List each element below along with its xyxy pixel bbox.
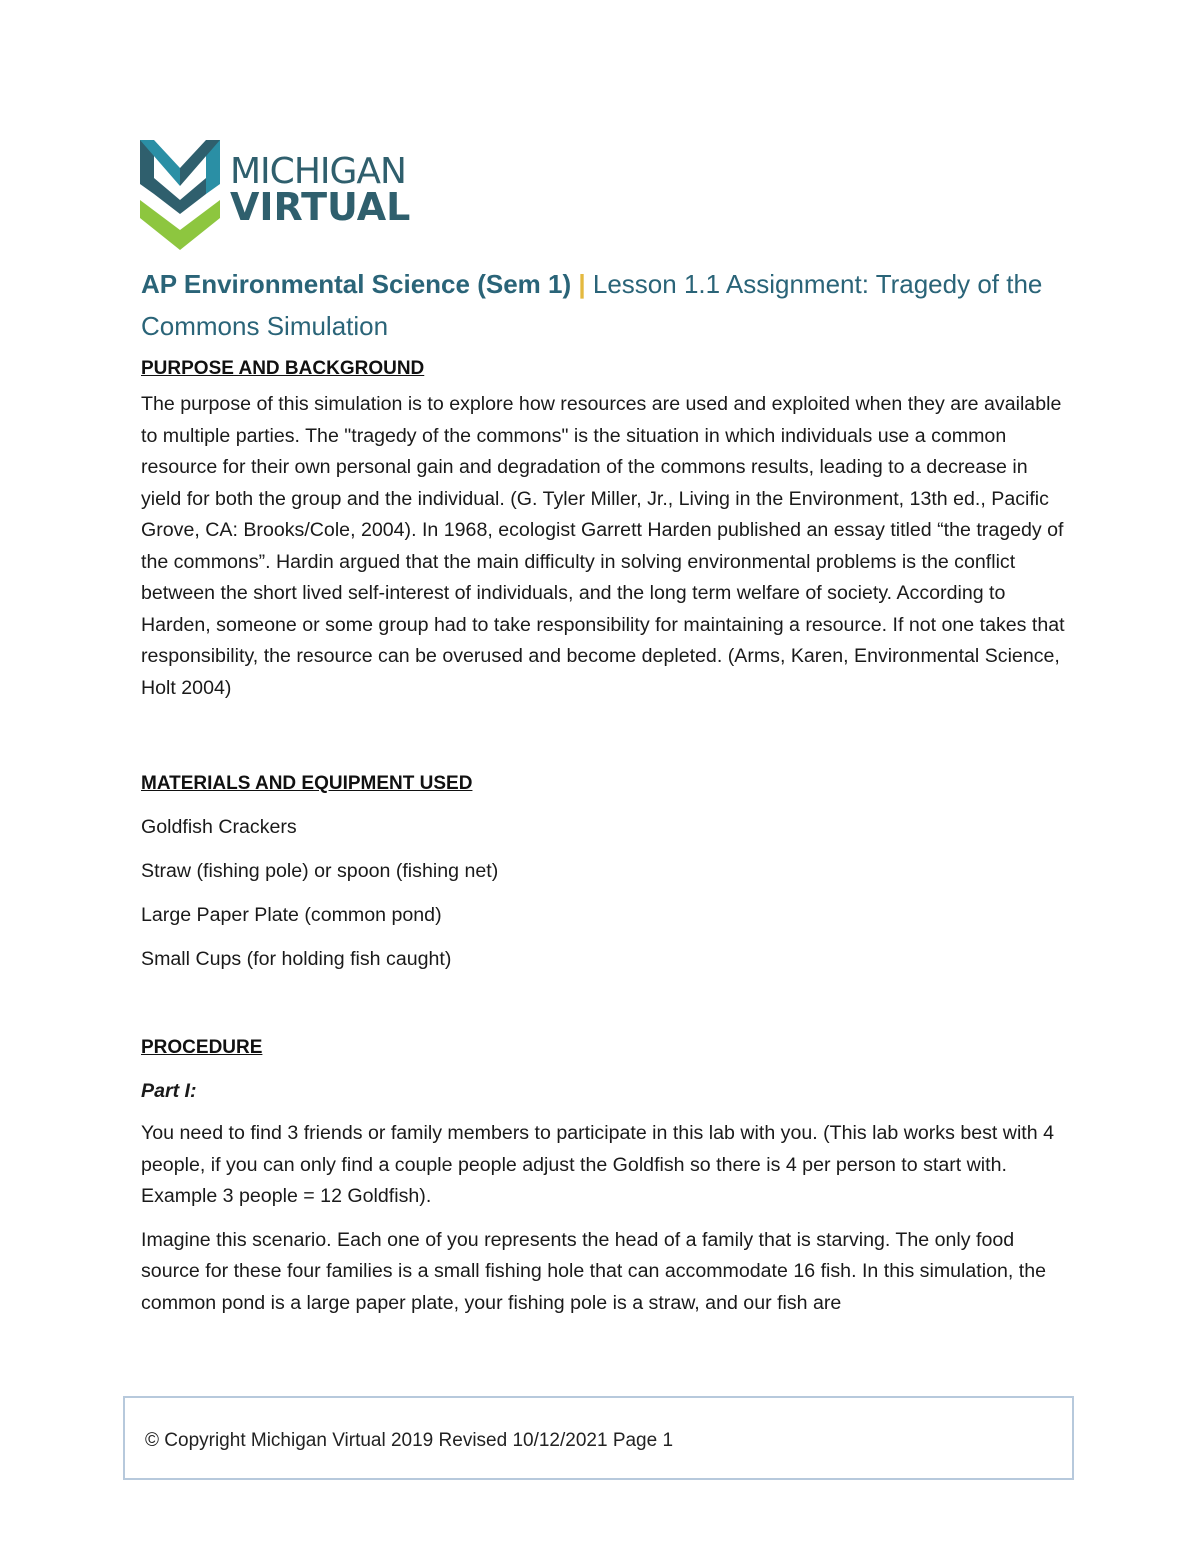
footer-copyright: © Copyright Michigan Virtual 2019 Revised 10/12/2021 Page 1	[145, 1430, 674, 1451]
material-item: Goldfish Crackers	[141, 816, 297, 838]
material-item: Small Cups (for holding fish caught)	[141, 948, 452, 970]
document-body	[141, 263, 1071, 1319]
lesson-name: Lesson 1.1 Assignment: Tragedy of the Commons Simulation	[141, 269, 1043, 341]
logo-mark-icon	[140, 138, 220, 250]
material-item: Straw (fishing pole) or spoon (fishing net)	[141, 860, 499, 882]
title-separator: |	[578, 269, 586, 299]
materials-heading: MATERIALS AND EQUIPMENT USED	[141, 773, 473, 794]
material-item: Large Paper Plate (common pond)	[141, 904, 442, 926]
procedure-paragraph: You need to find 3 friends or family members to participate in this lab with you. (This lab works best with 4 people, if you can only find a couple people adjust the Goldfish so there is 4 per person to start with. Example 3 people = 12 Goldfish).	[141, 1122, 1054, 1207]
procedure-heading: PROCEDURE	[141, 1037, 263, 1058]
logo-text-michigan: MICHIGAN	[230, 151, 406, 192]
course-name: AP Environmental Science (Sem 1)	[141, 269, 572, 299]
logo-text-virtual: VIRTUAL	[230, 185, 411, 229]
purpose-heading: PURPOSE AND BACKGROUND	[141, 358, 425, 379]
footer-box	[123, 1396, 1074, 1480]
purpose-paragraph: The purpose of this simulation is to explore how resources are used and exploited when they are available to multiple parties. The "tragedy of the commons" is the situation in which individuals use a common resource for their own personal gain and degradation of the commons results, leading to a decrease in yield for both the group and the individual. (G. Tyler Miller, Jr., Living in the Environment, 13th ed., Pacific Grove, CA: Brooks/Cole, 2004). In 1968, ecologist Garrett Harden published an essay titled “the tragedy of the commons”. Hardin argued that the main difficulty in solving environmental problems is the conflict between the short lived self-interest of individuals, and the long term welfare of society. According to Harden, someone or some group had to take responsibility for maintaining a resource. If not one takes that responsibility, the resource can be overused and become depleted. (Arms, Karen, Environmental Science, Holt 2004)	[141, 393, 1065, 699]
procedure-paragraph: Imagine this scenario. Each one of you represents the head of a family that is starving. The only food source for these four families is a small fishing hole that can accommodate 16 fish. In this simulation, the common pond is a large paper plate, your fishing pole is a straw, and our fish are	[141, 1228, 1047, 1314]
michigan-virtual-logo	[140, 138, 440, 253]
page-title	[141, 263, 1071, 347]
part-label: Part I:	[141, 1080, 197, 1102]
